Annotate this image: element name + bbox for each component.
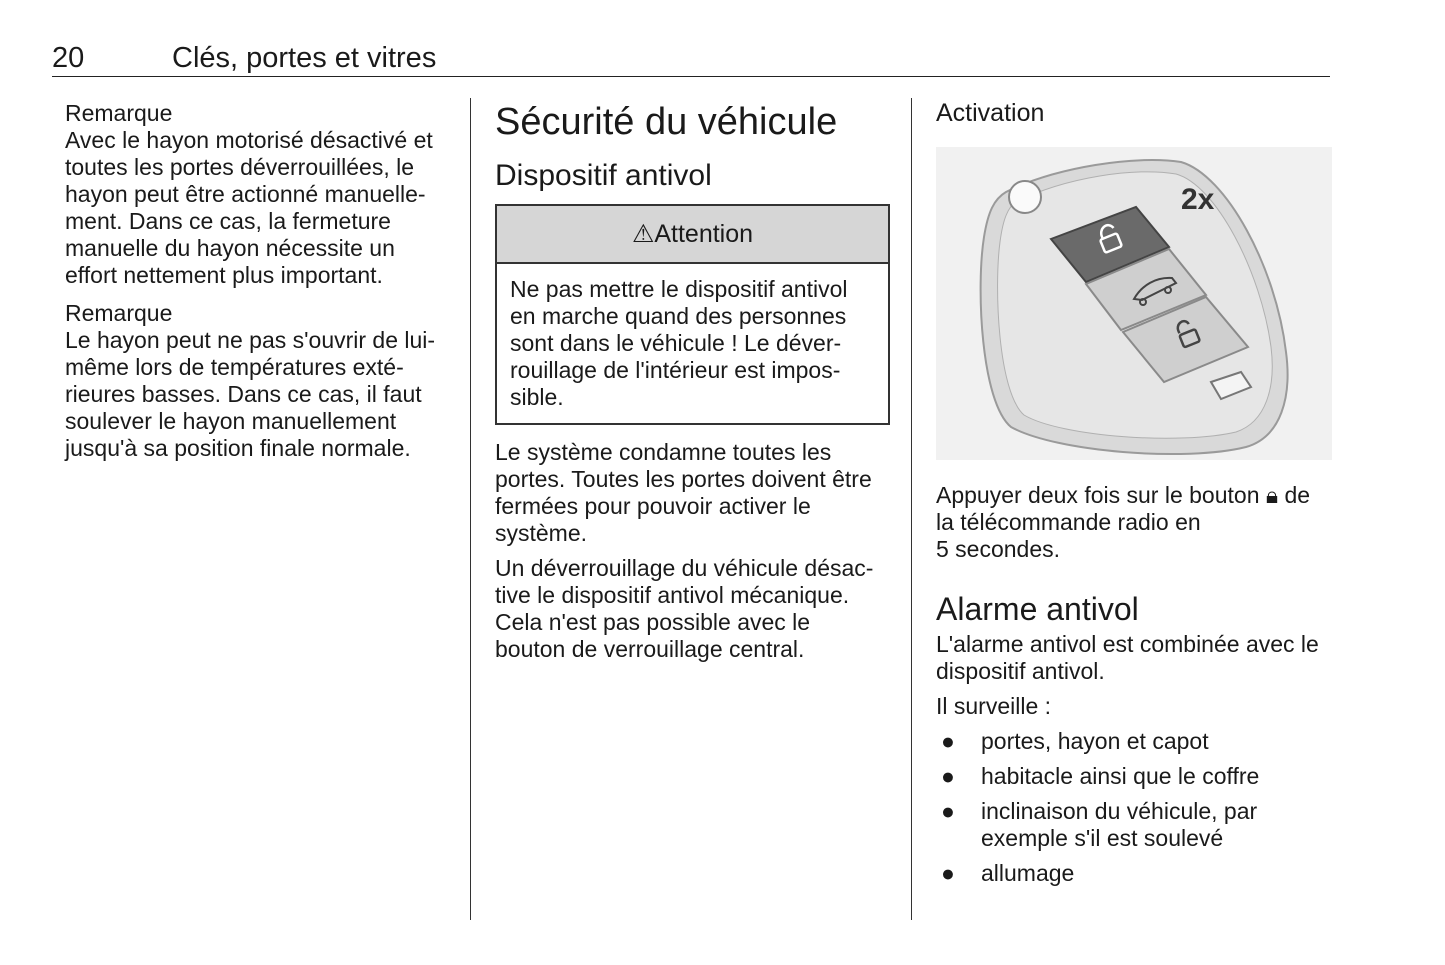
note-title: Remarque <box>65 300 173 326</box>
bullet-icon: ● <box>941 728 955 754</box>
note-title: Remarque <box>65 100 173 126</box>
section-title: Sécurité du véhicule <box>495 101 838 143</box>
warning-box <box>495 204 890 425</box>
note-text: Le hayon peut ne pas s'ouvrir de lui- même lors de températures exté- rieures basses. Dans ce cas, il faut soulever le hayon manuellement jusqu'à sa position finale normale. <box>65 327 436 461</box>
column-divider <box>470 98 471 920</box>
paragraph: Le système condamne toutes les portes. Toutes les portes doivent être fermées pour pouvoir activer le système. <box>495 439 872 546</box>
warning-icon: ⚠ <box>631 220 655 248</box>
list-item: ● allumage <box>941 860 1075 886</box>
note-block <box>65 100 460 289</box>
list-item: ● habitacle ainsi que le coffre <box>941 763 1260 789</box>
bullet-icon: ● <box>941 860 955 886</box>
activation-heading: Activation <box>936 99 1045 127</box>
alarm-title: Alarme antivol <box>936 591 1139 627</box>
bullet-icon: ● <box>941 763 955 789</box>
warning-header <box>497 206 888 264</box>
warning-title: Attention <box>654 220 754 248</box>
note-text: Avec le hayon motorisé désactivé et toutes les portes déverrouillées, le hayon peut être actionné manuelle- ment. Dans ce cas, la fermeture manuelle du hayon nécessite un effort nettement plus important. <box>65 127 433 288</box>
warning-text: Ne pas mettre le dispositif antivol en marche quand des personnes sont dans le véhicule ! Le déver- rouillage de l'intérieur est impos- sible. <box>510 276 848 410</box>
page-number: 20 <box>52 42 85 74</box>
note-block <box>65 300 460 462</box>
page-header <box>52 40 1330 77</box>
instruction-text: Appuyer deux fois sur le bouton 🔒︎ de la télécommande radio en 5 secondes. <box>936 482 1311 562</box>
key-fob-illustration <box>936 147 1332 460</box>
subsection-title: Dispositif antivol <box>495 159 712 192</box>
chapter-title: Clés, portes et vitres <box>172 42 437 74</box>
bullet-icon: ● <box>941 798 955 824</box>
list-item: ● inclinaison du véhicule, par exemple s'il est soulevé <box>941 798 1258 851</box>
column-divider <box>911 98 912 920</box>
press-count-label: 2x <box>1181 183 1215 216</box>
column-left <box>65 100 460 462</box>
column-right <box>936 100 1336 895</box>
list-item: ● portes, hayon et capot <box>941 728 1209 754</box>
monitored-list <box>936 728 1336 887</box>
column-middle <box>495 100 890 663</box>
alarm-text: L'alarme antivol est combinée avec le dispositif antivol. <box>936 631 1319 684</box>
monitors-label: Il surveille : <box>936 693 1052 719</box>
paragraph: Un déverrouillage du véhicule désac- tive le dispositif antivol mécanique. Cela n'est pas possible avec le bouton de verrouillage central. <box>495 555 874 662</box>
key-fob-image <box>936 147 1332 460</box>
